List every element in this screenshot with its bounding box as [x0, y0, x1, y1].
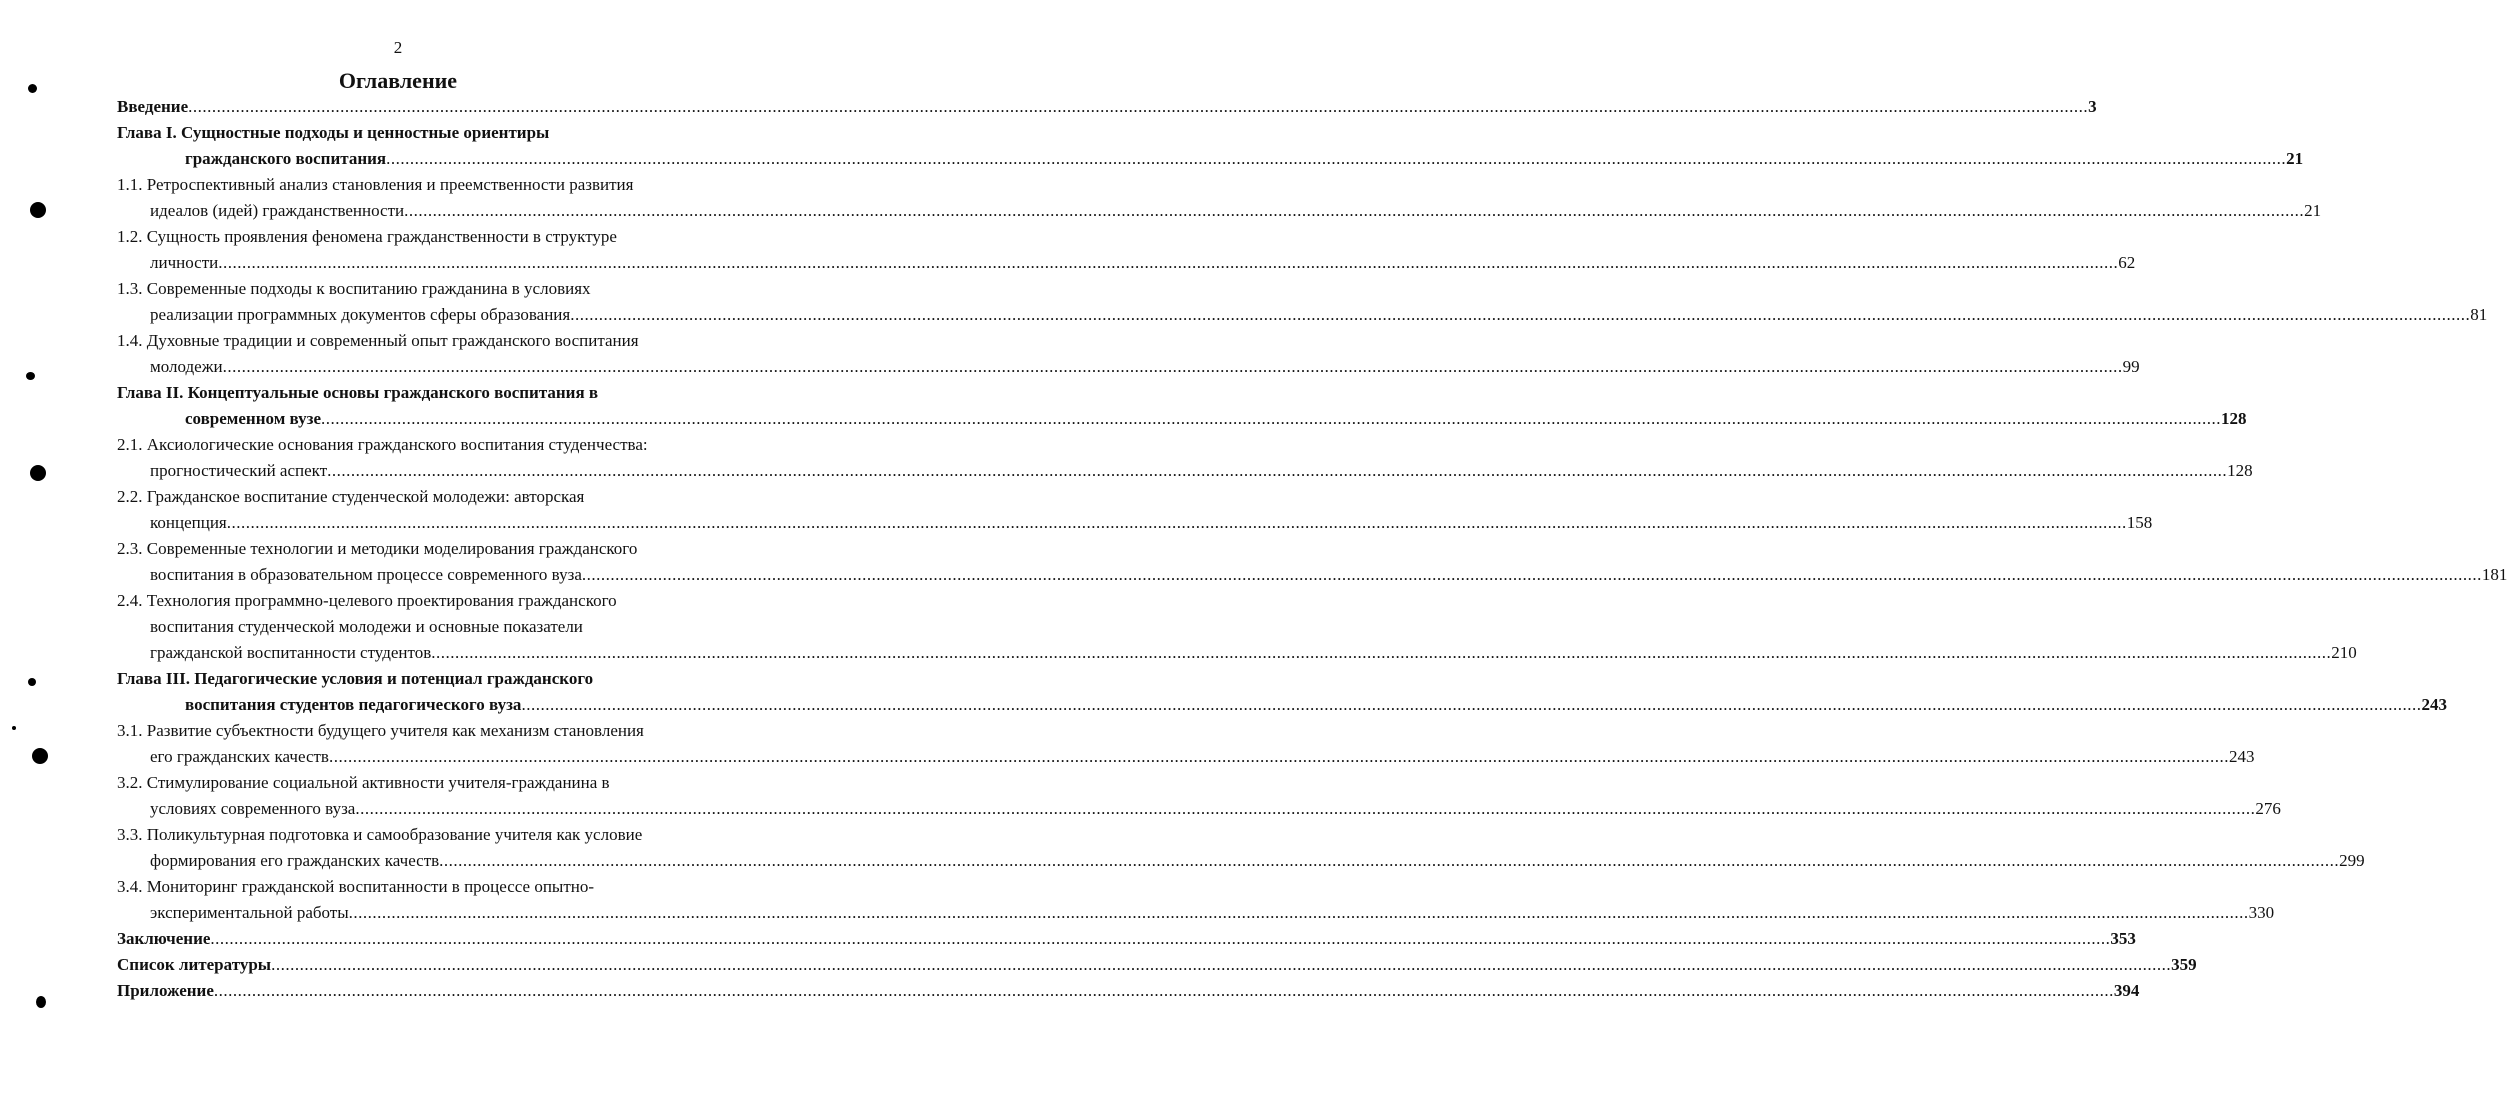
toc-page-number: 21: [2304, 201, 2322, 220]
toc-entry-line-continued: [0, 770, 796, 796]
toc-page-number: 99: [2122, 357, 2140, 376]
toc-entry-line-continued: [0, 224, 796, 250]
toc-entry-line-continued: [0, 536, 796, 562]
dot-leader: ................................................................................................................................................................................................................................................................................................................................................................................................................: [218, 253, 2119, 272]
toc-leader-row: [150, 848, 2365, 874]
toc-entry-text: идеалов (идей) гражданственности: [150, 201, 405, 220]
toc-entry-line: [0, 94, 2097, 120]
toc-entry-line: [0, 510, 2153, 536]
toc-leader-row: [150, 640, 2357, 666]
toc-entry-line: [0, 302, 2488, 328]
toc-entry-line: [0, 146, 2304, 172]
toc-entry-line-continued: [0, 484, 796, 510]
toc-page-number: 62: [2118, 253, 2136, 272]
toc-page-number: 243: [2228, 747, 2255, 766]
toc-leader-row: [185, 406, 2247, 432]
dot-leader: ................................................................................................................................................................................................................................................................................................................................................................................................................: [222, 357, 2123, 376]
toc-entry-text: 2.4. Технология программно-целевого проектирования гражданского: [117, 591, 617, 610]
toc-entry-text: Список литературы: [117, 955, 272, 974]
dot-leader: ................................................................................................................................................................................................................................................................................................................................................................................................................: [431, 643, 2332, 662]
dot-leader: ................................................................................................................................................................................................................................................................................................................................................................................................................: [213, 981, 2114, 1000]
toc-entry-line: [0, 640, 2357, 666]
toc-entry-text: 1.2. Сущность проявления феномена гражданственности в структуре: [117, 227, 617, 246]
toc-entry-line-continued: [0, 432, 796, 458]
toc-page-number: 21: [2286, 149, 2304, 168]
dot-leader: ................................................................................................................................................................................................................................................................................................................................................................................................................: [328, 747, 2229, 766]
hole-punch-mark: [30, 202, 46, 218]
toc-leader-row: [150, 458, 2253, 484]
toc-entry-line: [0, 848, 2365, 874]
toc-entry-text: 1.1. Ретроспективный анализ становления и преемственности развития: [117, 175, 634, 194]
dot-leader: ................................................................................................................................................................................................................................................................................................................................................................................................................: [570, 305, 2471, 324]
toc-entry-text: условиях современного вуза: [150, 799, 356, 818]
toc-leader-row: [150, 510, 2153, 536]
toc-leader-row: [117, 926, 2136, 952]
scan-mark: [12, 726, 16, 730]
toc-entry-text: 2.1. Аксиологические основания гражданского воспитания студенчества:: [117, 435, 648, 454]
toc-entry-text: 1.3. Современные подходы к воспитанию гражданина в условиях: [117, 279, 591, 298]
toc-entry-line-continued: [0, 588, 796, 614]
toc-entry-line-continued: [0, 874, 796, 900]
toc-entry-text: воспитания студенческой молодежи и основные показатели: [150, 617, 583, 636]
dot-leader: ................................................................................................................................................................................................................................................................................................................................................................................................................: [226, 513, 2127, 532]
toc-page-number: 330: [2248, 903, 2275, 922]
dot-leader: ................................................................................................................................................................................................................................................................................................................................................................................................................: [581, 565, 2482, 584]
toc-entry-line-continued: [0, 822, 796, 848]
toc-leader-row: [150, 302, 2488, 328]
toc-page-number: 299: [2339, 851, 2365, 870]
toc-entry-text: реализации программных документов сферы образования: [150, 305, 571, 324]
scan-mark: [28, 84, 37, 93]
toc-page-number: 276: [2255, 799, 2281, 818]
dot-leader: ................................................................................................................................................................................................................................................................................................................................................................................................................: [188, 97, 2089, 116]
toc-entry-text: концепция: [150, 513, 227, 532]
page-number: 2: [393, 38, 403, 57]
toc-entry-text: Глава III. Педагогические условия и потенциал гражданского: [117, 669, 594, 688]
toc-entry-text: прогностический аспект: [150, 461, 328, 480]
scan-mark: [26, 372, 35, 380]
toc-entry-line: [0, 354, 2140, 380]
toc-entry-text: воспитания в образовательном процессе современного вуза: [150, 565, 582, 584]
toc-leader-row: [117, 978, 2140, 1004]
toc-entry-text: Введение: [117, 97, 189, 116]
toc-entry-line-continued: [0, 380, 796, 406]
dot-leader: ................................................................................................................................................................................................................................................................................................................................................................................................................: [271, 955, 2172, 974]
toc-entry-text: 3.3. Поликультурная подготовка и самообразование учителя как условие: [117, 825, 643, 844]
toc-page-number: 210: [2331, 643, 2357, 662]
toc-entry-line: [0, 458, 2253, 484]
toc-entry-text: Глава II. Концептуальные основы гражданского воспитания в: [117, 383, 599, 402]
scan-mark: [28, 678, 36, 686]
dot-leader: ................................................................................................................................................................................................................................................................................................................................................................................................................: [210, 929, 2111, 948]
toc-entry-line: [0, 692, 2447, 718]
toc-entry-text: экспериментальной работы: [150, 903, 349, 922]
dot-leader: ................................................................................................................................................................................................................................................................................................................................................................................................................: [355, 799, 2256, 818]
toc-title: Оглавление: [338, 68, 458, 93]
dot-leader: ................................................................................................................................................................................................................................................................................................................................................................................................................: [327, 461, 2228, 480]
toc-entry-line-continued: [0, 614, 796, 640]
toc-entry-text: 2.2. Гражданское воспитание студенческой молодежи: авторская: [117, 487, 585, 506]
toc-page-number: 128: [2221, 409, 2247, 428]
toc-leader-row: [150, 562, 2507, 588]
toc-page-number: 3: [2088, 97, 2097, 116]
toc-entry-line-continued: [0, 718, 796, 744]
toc-entry-line: [0, 250, 2136, 276]
toc-entry-line: [0, 406, 2247, 432]
dot-leader: ................................................................................................................................................................................................................................................................................................................................................................................................................: [348, 903, 2249, 922]
toc-page-number: 181: [2481, 565, 2507, 584]
toc-entry-line-continued: [0, 120, 796, 146]
dot-leader: ................................................................................................................................................................................................................................................................................................................................................................................................................: [521, 695, 2422, 714]
toc-entry-line: [0, 562, 2507, 588]
toc-page-number: 359: [2171, 955, 2197, 974]
toc-entry-text: 3.2. Стимулирование социальной активности учителя-гражданина в: [117, 773, 610, 792]
toc-entry-text: формирования его гражданских качеств: [150, 851, 440, 870]
toc-entry-text: гражданского воспитания: [185, 149, 387, 168]
toc-entry-line-continued: [0, 276, 796, 302]
toc-entry-text: Заключение: [117, 929, 211, 948]
hole-punch-mark: [30, 465, 46, 481]
toc-entry-line: [0, 952, 2197, 978]
toc-entry-text: молодежи: [150, 357, 223, 376]
toc-leader-row: [185, 692, 2447, 718]
toc-leader-row: [117, 94, 2097, 120]
toc-entry-line: [0, 926, 2136, 952]
dot-leader: ................................................................................................................................................................................................................................................................................................................................................................................................................: [321, 409, 2221, 428]
toc-entry-text: современном вузе: [185, 409, 321, 428]
toc-entry-line: [0, 978, 2140, 1004]
toc-leader-row: [150, 198, 2322, 224]
toc-entry-text: Приложение: [117, 981, 214, 1000]
toc-leader-row: [150, 900, 2275, 926]
toc-entry-text: 3.1. Развитие субъектности будущего учителя как механизм становления: [117, 721, 644, 740]
toc-entry-line-continued: [0, 328, 796, 354]
toc-leader-row: [150, 744, 2255, 770]
toc-entry-line-continued: [0, 666, 796, 692]
toc-page-number: 158: [2126, 513, 2153, 532]
toc-entry-text: личности: [150, 253, 219, 272]
toc-entry-text: Глава I. Сущностные подходы и ценностные ориентиры: [117, 123, 550, 142]
toc-entry-text: гражданской воспитанности студентов: [150, 643, 432, 662]
toc-entry-line: [0, 198, 2322, 224]
hole-punch-mark: [32, 748, 48, 764]
toc-entry-text: 1.4. Духовные традиции и современный опыт гражданского воспитания: [117, 331, 639, 350]
scan-mark: [36, 996, 46, 1008]
toc-leader-row: [150, 354, 2140, 380]
toc-entry-text: 3.4. Мониторинг гражданской воспитанности в процессе опытно-: [117, 877, 595, 896]
toc-page-number: 353: [2110, 929, 2136, 948]
toc-leader-row: [185, 146, 2304, 172]
toc-entry-line: [0, 744, 2255, 770]
toc-entry-line-continued: [0, 172, 796, 198]
toc-entry-text: его гражданских качеств: [150, 747, 329, 766]
toc-entry-text: воспитания студентов педагогического вуза: [185, 695, 522, 714]
toc-page-number: 81: [2470, 305, 2488, 324]
toc-page-number: 243: [2421, 695, 2447, 714]
toc-entry-line: [0, 796, 2281, 822]
toc-page-number: 394: [2113, 981, 2140, 1000]
dot-leader: ................................................................................................................................................................................................................................................................................................................................................................................................................: [439, 851, 2340, 870]
toc-leader-row: [117, 952, 2197, 978]
toc-entry-text: 2.3. Современные технологии и методики моделирования гражданского: [117, 539, 638, 558]
toc-leader-row: [150, 796, 2281, 822]
toc-entry-line: [0, 900, 2275, 926]
toc-leader-row: [150, 250, 2136, 276]
dot-leader: ................................................................................................................................................................................................................................................................................................................................................................................................................: [404, 201, 2305, 220]
dot-leader: ................................................................................................................................................................................................................................................................................................................................................................................................................: [386, 149, 2287, 168]
toc-page-number: 128: [2227, 461, 2253, 480]
